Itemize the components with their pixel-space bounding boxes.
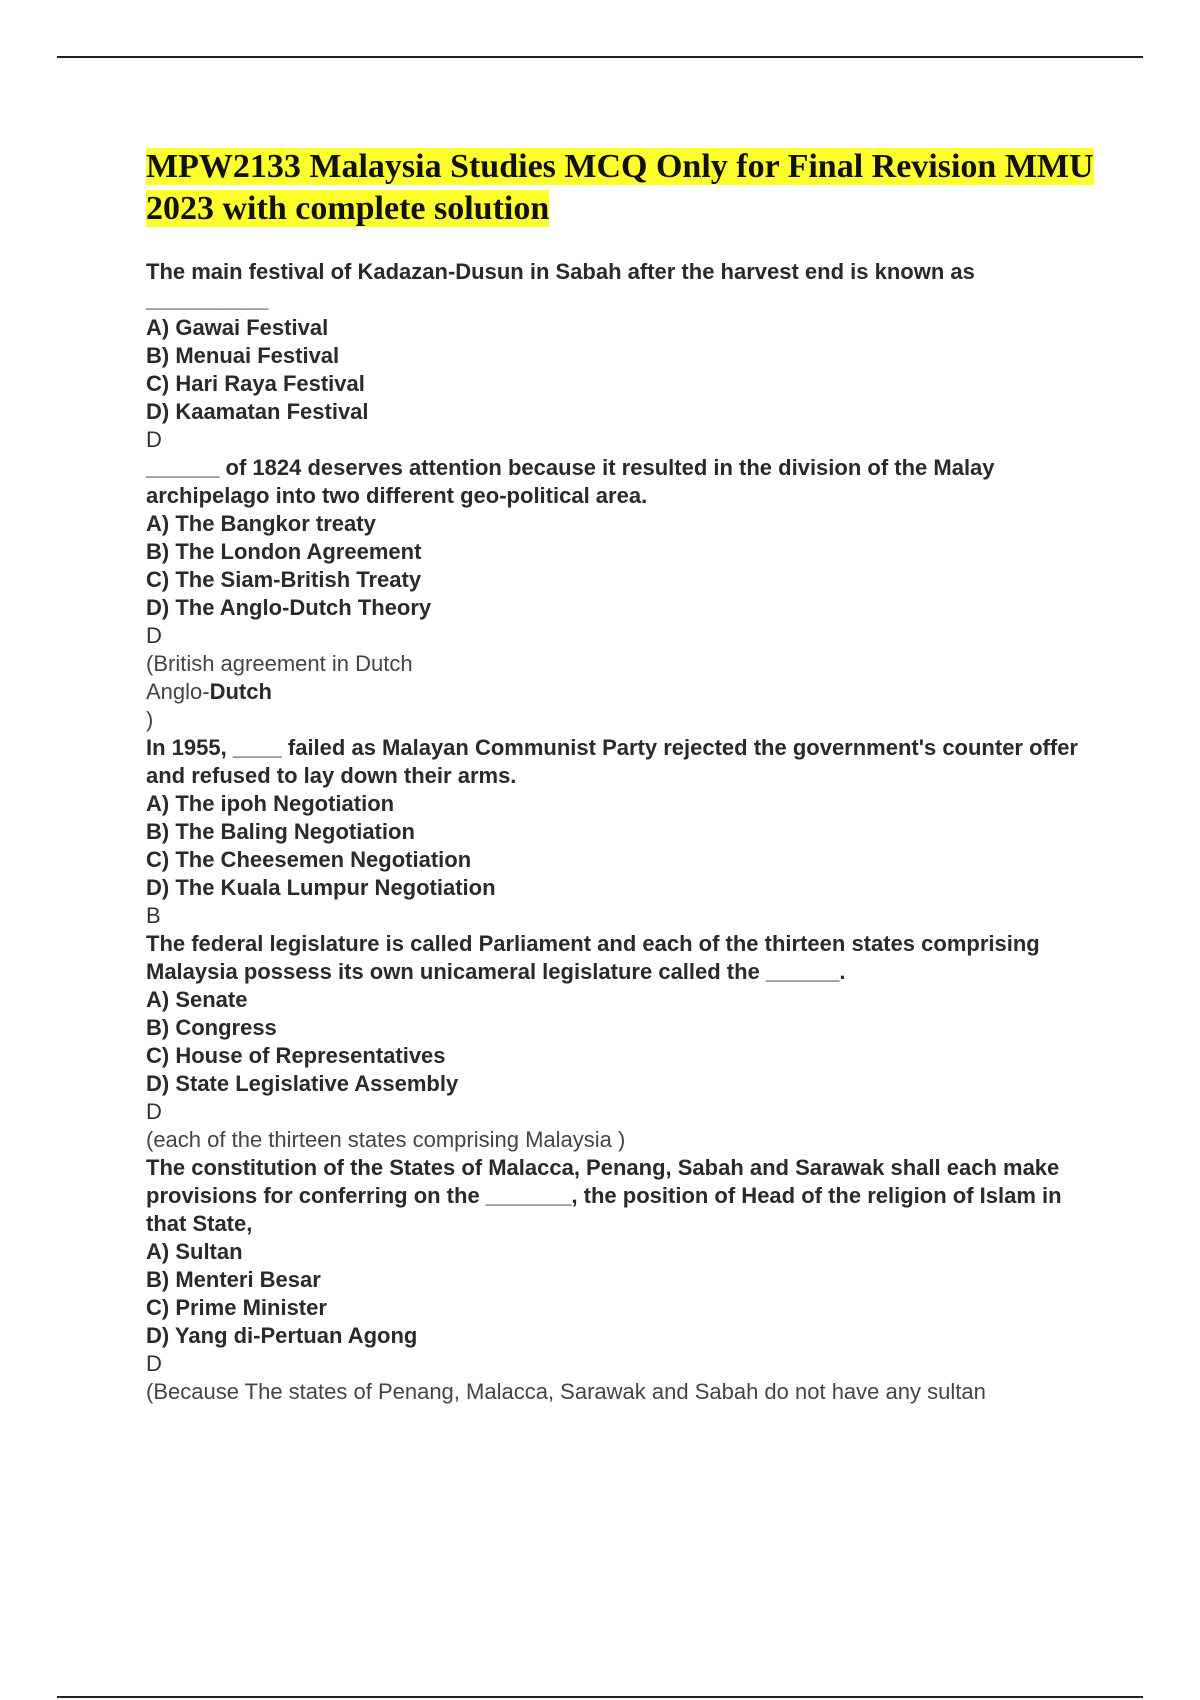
question-1-option-d: D) Kaamatan Festival: [146, 399, 369, 424]
question-2-answer: D: [146, 623, 162, 648]
question-block-3: [146, 734, 1096, 930]
title-highlight: MPW2133 Malaysia Studies MCQ Only for Final Revision MMU 2023 with complete solution: [146, 148, 1094, 227]
question-2-option-d: D) The Anglo-Dutch Theory: [146, 595, 432, 620]
question-2-note-bold: Dutch: [209, 679, 272, 704]
question-block-5: [146, 1154, 1096, 1406]
question-3-option-a: A) The ipoh Negotiation: [146, 791, 395, 816]
bottom-rule: [57, 1696, 1143, 1698]
question-2-option-a: A) The Bangkor treaty: [146, 511, 376, 536]
question-1-answer: D: [146, 427, 162, 452]
question-5-option-d: D) Yang di-Pertuan Agong: [146, 1323, 418, 1348]
question-4-text: The federal legislature is called Parliament and each of the thirteen states comprising Malaysia possess its own unicameral legislature called the ______.: [146, 931, 1040, 984]
question-block-2: [146, 454, 1096, 734]
question-5-text: The constitution of the States of Malacca, Penang, Sabah and Sarawak shall each make provisions for conferring on the _______, the position of Head of the religion of Islam in that State,: [146, 1155, 1062, 1236]
question-3-option-c: C) The Cheesemen Negotiation: [146, 847, 472, 872]
question-4-option-b: B) Congress: [146, 1015, 277, 1040]
question-5-answer: D: [146, 1351, 162, 1376]
question-2-note-line-3: ): [146, 707, 154, 732]
question-2-option-b: B) The London Agreement: [146, 539, 422, 564]
top-rule: [57, 56, 1143, 58]
question-1-blank: __________: [146, 287, 269, 312]
question-1-text: The main festival of Kadazan-Dusun in Sabah after the harvest end is known as: [146, 259, 975, 284]
question-5-option-b: B) Menteri Besar: [146, 1267, 321, 1292]
question-3-text: In 1955, ____ failed as Malayan Communist Party rejected the government's counter offer and refused to lay down their arms.: [146, 735, 1078, 788]
mcq-content: [146, 258, 1096, 1406]
question-3-option-d: D) The Kuala Lumpur Negotiation: [146, 875, 496, 900]
question-2-note-line-1: (British agreement in Dutch: [146, 651, 413, 676]
question-3-answer: B: [146, 903, 161, 928]
question-5-option-c: C) Prime Minister: [146, 1295, 327, 1320]
question-4-option-c: C) House of Representatives: [146, 1043, 446, 1068]
question-4-note: (each of the thirteen states comprising Malaysia ): [146, 1127, 626, 1152]
document-title: [146, 146, 1106, 230]
question-4-answer: D: [146, 1099, 162, 1124]
question-1-option-a: A) Gawai Festival: [146, 315, 329, 340]
question-1-option-c: C) Hari Raya Festival: [146, 371, 365, 396]
question-5-note: (Because The states of Penang, Malacca, Sarawak and Sabah do not have any sultan: [146, 1379, 986, 1404]
question-4-option-a: A) Senate: [146, 987, 248, 1012]
question-block-1: [146, 258, 1096, 454]
question-3-option-b: B) The Baling Negotiation: [146, 819, 415, 844]
question-4-option-d: D) State Legislative Assembly: [146, 1071, 459, 1096]
question-1-option-b: B) Menuai Festival: [146, 343, 340, 368]
question-2-note-line-2: [146, 678, 1096, 706]
question-5-option-a: A) Sultan: [146, 1239, 243, 1264]
question-block-4: [146, 930, 1096, 1154]
question-2-option-c: C) The Siam-British Treaty: [146, 567, 422, 592]
question-2-text: ______ of 1824 deserves attention because it resulted in the division of the Malay archipelago into two different geo-political area.: [146, 455, 995, 508]
question-2-note-prefix: Anglo-: [146, 679, 210, 704]
